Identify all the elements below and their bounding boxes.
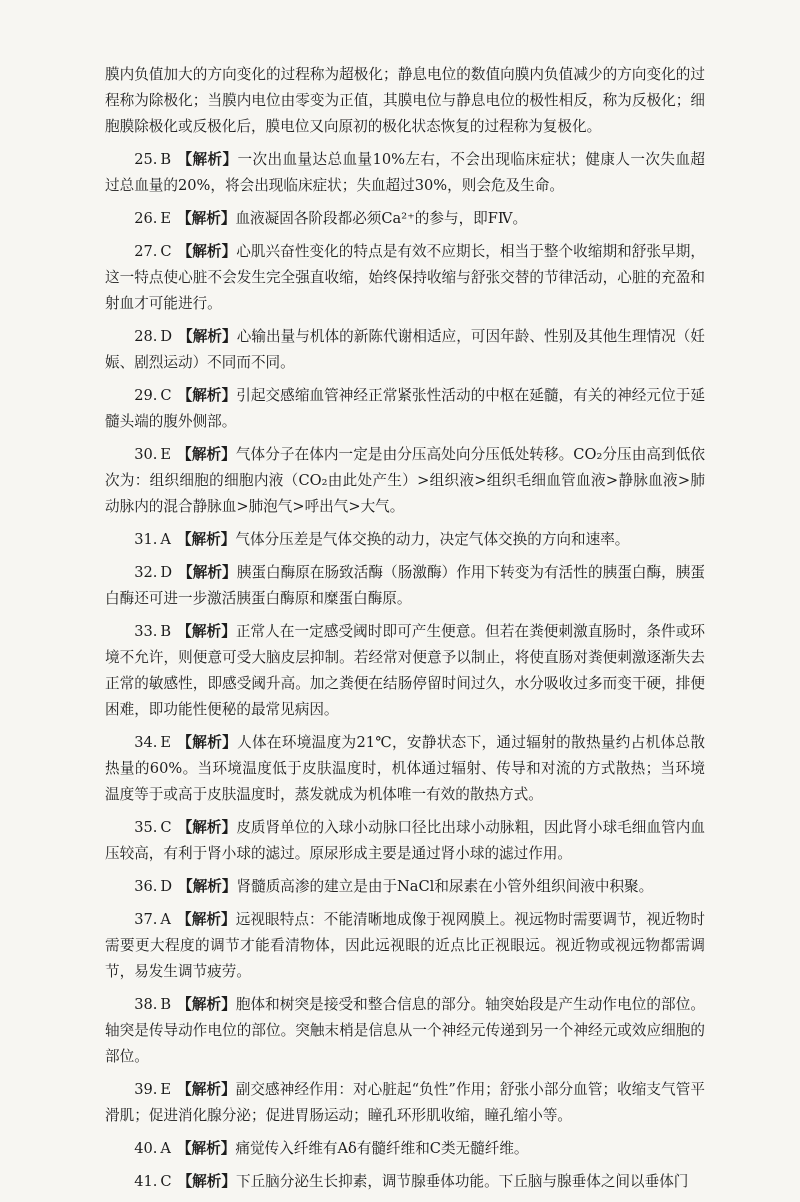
- question-number: 28.: [134, 328, 158, 345]
- question-number: 27.: [134, 243, 158, 260]
- answer-letter: C: [160, 1173, 172, 1190]
- answer-letter: A: [160, 1140, 171, 1157]
- question-number: 26.: [134, 210, 158, 227]
- explanation-text: 胰蛋白酶原在肠致活酶（肠激酶）作用下转变为有活性的胰蛋白酶，胰蛋白酶还可进一步激活胰蛋白酶原和糜蛋白酶原。: [105, 564, 705, 607]
- explanation-text: 远视眼特点：不能清晰地成像于视网膜上。视远物时需要调节，视近物时需要更大程度的调节才能看清物体，因此远视眼的近点比正视眼远。视近物或视远物都需调节，易发生调节疲劳。: [105, 911, 705, 980]
- explanation-item: [105, 992, 705, 1070]
- answer-letter: E: [160, 734, 172, 751]
- question-number: 36.: [134, 878, 158, 895]
- question-number: 41.: [134, 1173, 158, 1190]
- explanation-list: [105, 147, 705, 1195]
- explanation-item: [105, 560, 705, 612]
- explanation-item: [105, 907, 705, 985]
- explanation-item: [105, 874, 705, 900]
- explanation-text: 人体在环境温度为21℃，安静状态下，通过辐射的散热量约占机体总散热量的60%。当环境温度低于皮肤温度时，机体通过辐射、传导和对流的方式散热；当环境温度等于或高于皮肤温度时，蒸发就成为机体唯一有效的散热方式。: [105, 734, 705, 803]
- explanation-text: 气体分压差是气体交换的动力，决定气体交换的方向和速率。: [235, 531, 630, 548]
- explanation-item: [105, 324, 705, 376]
- answer-explanations: [105, 62, 705, 1202]
- explanation-item: [105, 383, 705, 435]
- explanation-text: 气体分子在体内一定是由分压高处向分压低处转移。CO₂分压由高到低依次为：组织细胞的细胞内液（CO₂由此处产生）>组织液>组织毛细血管血液>静脉血液>肺动脉内的混合静脉血>肺泡气>呼出气>大气。: [105, 446, 705, 515]
- question-number: 39.: [134, 1081, 158, 1098]
- answer-letter: D: [160, 328, 173, 345]
- explanation-text: 心肌兴奋性变化的特点是有效不应期长，相当于整个收缩期和舒张早期，这一特点使心脏不会发生完全强直收缩，始终保持收缩与舒张交替的节律活动，心脏的充盈和射血才可能进行。: [105, 243, 705, 312]
- answer-letter: B: [160, 151, 172, 168]
- explanation-text: 痛觉传入纤维有Aδ有髓纤维和C类无髓纤维。: [235, 1140, 529, 1157]
- explanation-text: 正常人在一定感受阈时即可产生便意。但若在粪便刺激直肠时，条件或环境不允许，则便意可受大脑皮层抑制。若经常对便意予以制止，将使直肠对粪便刺激逐渐失去正常的敏感性，即感受阈升高。加之粪便在结肠停留时间过久，水分吸收过多而变干硬，排便困难，即功能性便秘的最常见病因。: [105, 623, 705, 718]
- question-number: 25.: [134, 151, 158, 168]
- analysis-tag: 【解析】: [176, 911, 236, 928]
- explanation-item: [105, 815, 705, 867]
- answer-letter: E: [160, 446, 172, 463]
- analysis-tag: 【解析】: [177, 1081, 236, 1098]
- question-number: 34.: [134, 734, 158, 751]
- answer-letter: B: [160, 996, 172, 1013]
- analysis-tag: 【解析】: [177, 210, 236, 227]
- question-number: 38.: [134, 996, 158, 1013]
- analysis-tag: 【解析】: [177, 734, 238, 751]
- analysis-tag: 【解析】: [177, 1173, 236, 1190]
- explanation-text: 皮质肾单位的入球小动脉口径比出球小动脉粗，因此肾小球毛细血管内血压较高，有利于肾小球的滤过。原尿形成主要是通过肾小球的滤过作用。: [105, 819, 705, 862]
- explanation-item: [105, 730, 705, 808]
- intro-paragraph: 膜内负值加大的方向变化的过程称为超极化；静息电位的数值向膜内负值减少的方向变化的过程称为除极化；当膜内电位由零变为正值，其膜电位与静息电位的极性相反，称为反极化；细胞膜除极化或反极化后，膜电位又向原初的极化状态恢复的过程称为复极化。: [105, 66, 705, 135]
- explanation-item: [105, 1169, 705, 1195]
- explanation-item: [105, 206, 705, 232]
- explanation-text: 副交感神经作用：对心脏起“负性”作用；舒张小部分血管；收缩支气管平滑肌；促进消化腺分泌；促进胃肠运动；瞳孔环形肌收缩，瞳孔缩小等。: [105, 1081, 705, 1124]
- explanation-item: [105, 147, 705, 199]
- analysis-tag: 【解析】: [177, 151, 238, 168]
- question-number: 40.: [134, 1140, 158, 1157]
- answer-letter: A: [160, 911, 171, 928]
- analysis-tag: 【解析】: [177, 387, 237, 404]
- question-number: 32.: [134, 564, 158, 581]
- question-number: 29.: [134, 387, 158, 404]
- explanation-text: 心输出量与机体的新陈代谢相适应，可因年龄、性别及其他生理情况（妊娠、剧烈运动）不同而不同。: [105, 328, 705, 371]
- analysis-tag: 【解析】: [177, 996, 236, 1013]
- answer-letter: D: [160, 564, 173, 581]
- explanation-item: [105, 1136, 705, 1162]
- answer-letter: C: [160, 387, 172, 404]
- explanation-text: 下丘脑分泌生长抑素，调节腺垂体功能。下丘脑与腺垂体之间以垂体门: [235, 1173, 689, 1190]
- question-number: 30.: [134, 446, 158, 463]
- analysis-tag: 【解析】: [176, 1140, 236, 1157]
- answer-letter: C: [160, 819, 172, 836]
- explanation-item: [105, 442, 705, 520]
- explanation-text: 一次出血量达总血量10%左右，不会出现临床症状；健康人一次失血超过总血量的20%，将会出现临床症状；失血超过30%，则会危及生命。: [105, 151, 705, 194]
- analysis-tag: 【解析】: [178, 328, 237, 345]
- analysis-tag: 【解析】: [178, 564, 237, 581]
- answer-letter: E: [160, 210, 172, 227]
- explanation-text: 肾髓质高渗的建立是由于NaCl和尿素在小管外组织间液中积聚。: [236, 878, 654, 895]
- explanation-item: [105, 619, 705, 723]
- analysis-tag: 【解析】: [177, 243, 237, 260]
- answer-letter: E: [160, 1081, 172, 1098]
- explanation-item: [105, 239, 705, 317]
- question-number: 33.: [134, 623, 158, 640]
- analysis-tag: 【解析】: [177, 446, 236, 463]
- answer-letter: B: [160, 623, 172, 640]
- question-number: 31.: [134, 531, 158, 548]
- question-number: 35.: [134, 819, 158, 836]
- explanation-item: [105, 527, 705, 553]
- explanation-text: 引起交感缩血管神经正常紧张性活动的中枢在延髓，有关的神经元位于延髓头端的腹外侧部。: [105, 387, 705, 430]
- explanation-item: [105, 1077, 705, 1129]
- question-number: 37.: [134, 911, 158, 928]
- answer-letter: A: [160, 531, 171, 548]
- analysis-tag: 【解析】: [177, 819, 237, 836]
- explanation-text: 血液凝固各阶段都必须Ca²⁺的参与，即FⅣ。: [235, 210, 528, 227]
- answer-letter: D: [160, 878, 173, 895]
- answer-letter: C: [160, 243, 172, 260]
- analysis-tag: 【解析】: [178, 878, 237, 895]
- analysis-tag: 【解析】: [176, 531, 236, 548]
- analysis-tag: 【解析】: [177, 623, 236, 640]
- explanation-text: 胞体和树突是接受和整合信息的部分。轴突始段是产生动作电位的部位。轴突是传导动作电位的部位。突触末梢是信息从一个神经元传递到另一个神经元或效应细胞的部位。: [105, 996, 705, 1065]
